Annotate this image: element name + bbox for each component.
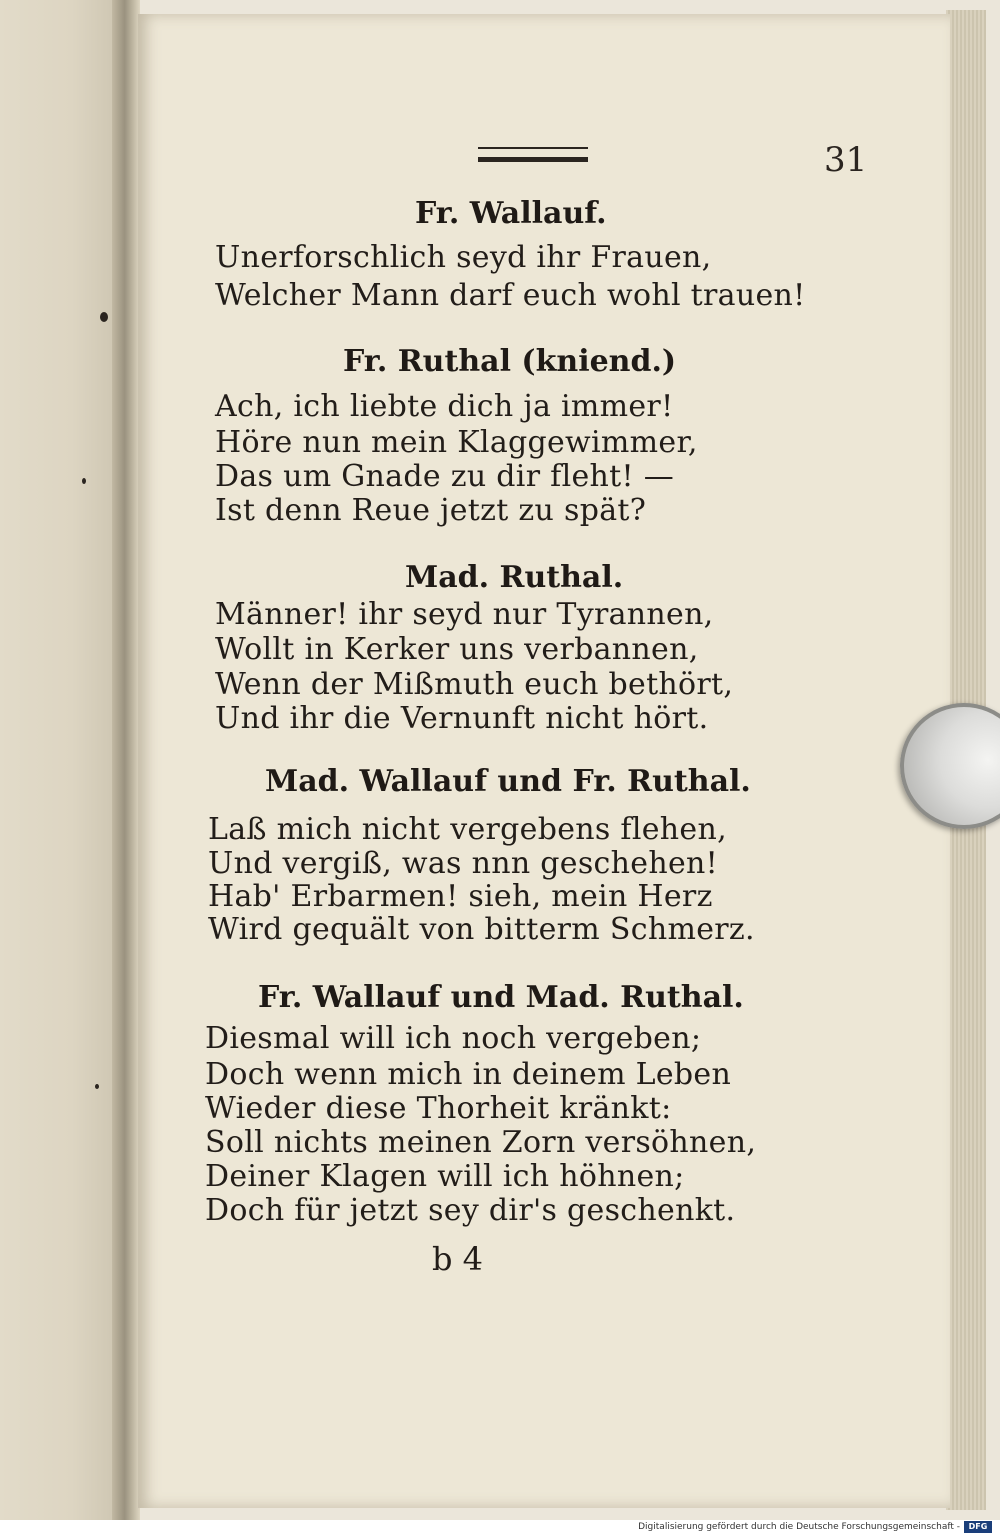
book-gutter [112,0,140,1520]
verse-line: Doch für jetzt sey dir's geschenkt. [205,1193,736,1228]
verse-line: Wird gequält von bitterm Schmerz. [208,912,755,947]
verse-line: Und ihr die Vernunft nicht hört. [215,701,709,736]
verse-line: Wenn der Mißmuth euch bethört, [215,667,734,702]
ink-speck [82,478,86,484]
speaker-heading: Mad. Wallauf und Fr. Ruthal. [265,764,751,799]
verse-line: Wieder diese Thorheit kränkt: [205,1091,672,1126]
signature-mark: b 4 [432,1240,484,1278]
verse-line: Hab' Erbarmen! sieh, mein Herz [208,879,713,914]
left-page-edge [0,0,120,1520]
verse-line: Laß mich nicht vergebens flehen, [208,812,727,847]
verse-line: Höre nun mein Klaggewimmer, [215,425,698,460]
speaker-heading: Fr. Wallauf und Mad. Ruthal. [258,980,744,1015]
verse-line: Unerforschlich seyd ihr Frauen, [215,240,712,275]
verse-line: Wollt in Kerker uns verbannen, [215,632,699,667]
speaker-heading: Fr. Ruthal (kniend.) [343,344,677,379]
dfg-logo: DFG [964,1521,992,1533]
ink-speck [100,312,108,322]
verse-line: Ach, ich liebte dich ja immer! [215,389,674,424]
speaker-heading: Mad. Ruthal. [405,560,624,595]
verse-line: Und vergiß, was nnn geschehen! [208,846,718,881]
verse-line: Soll nichts meinen Zorn versöhnen, [205,1125,757,1160]
verse-line: Deiner Klagen will ich höhnen; [205,1159,685,1194]
verse-line: Diesmal will ich noch vergeben; [205,1021,702,1056]
book-page [138,14,950,1508]
funding-credit: Digitalisierung gefördert durch die Deutsche Forschungsgemeinschaft - [638,1522,960,1532]
verse-line: Welcher Mann darf euch wohl trauen! [215,278,806,313]
page-number: 31 [824,140,868,180]
ink-speck [95,1084,99,1089]
verse-line: Das um Gnade zu dir fleht! — [215,459,675,494]
verse-line: Ist denn Reue jetzt zu spät? [215,493,647,528]
header-rule [478,147,588,162]
verse-line: Männer! ihr seyd nur Tyrannen, [215,597,714,632]
speaker-heading: Fr. Wallauf. [415,196,607,231]
verse-line: Doch wenn mich in deinem Leben [205,1057,732,1092]
